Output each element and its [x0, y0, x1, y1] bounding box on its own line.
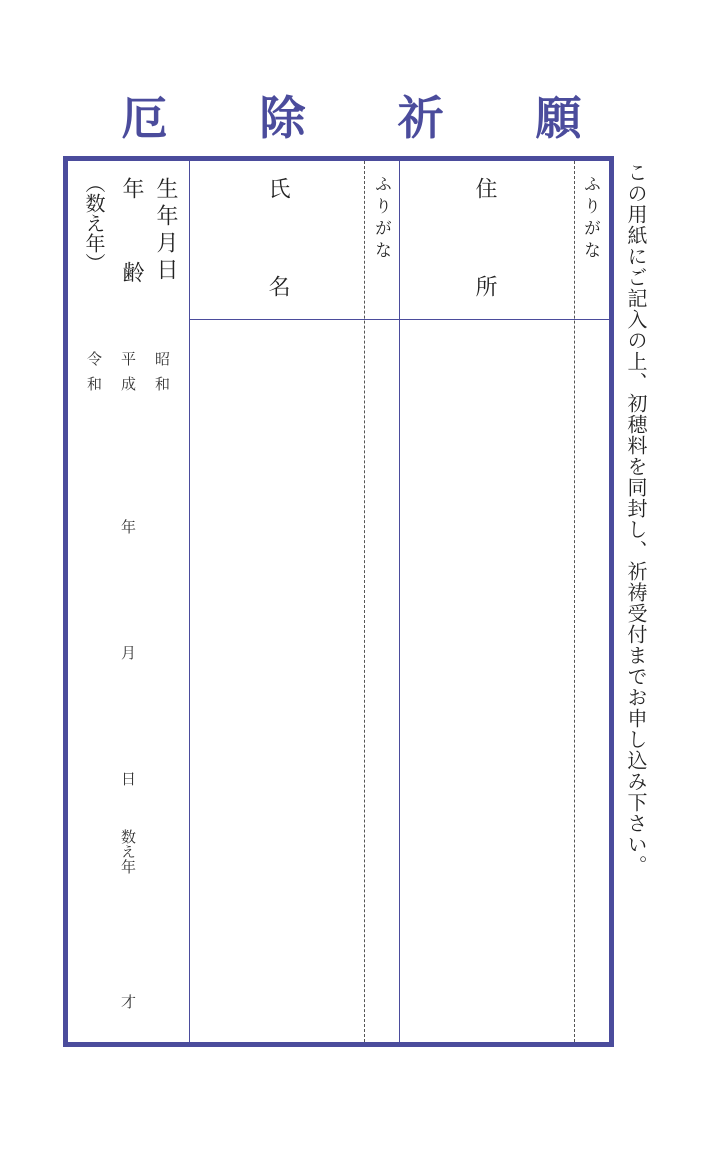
page-title: 厄 除 祈 願 [121, 91, 620, 145]
address-furigana-label: ふりがな [580, 175, 600, 263]
age-label-1: 年 [119, 177, 144, 199]
application-form [63, 156, 614, 1047]
month-unit: 月 [119, 645, 137, 660]
era-showa[interactable]: 昭和 [153, 351, 171, 401]
kazoe-label: （数え年） [82, 173, 106, 273]
name-furigana-label: ふりがな [371, 175, 391, 263]
name-label-1: 氏 [265, 177, 290, 199]
name-field[interactable] [190, 320, 364, 1042]
name-label-2: 名 [265, 275, 290, 297]
day-unit: 日 [119, 771, 137, 786]
sai-unit: 才 [119, 994, 137, 1009]
age-label-2: 齢 [119, 261, 144, 283]
address-label-1: 住 [472, 177, 497, 199]
birthdate-label: 生年月日 [153, 177, 178, 285]
address-field[interactable] [400, 320, 574, 1042]
kazoe-unit: 数え年 [119, 829, 137, 874]
year-unit: 年 [119, 519, 137, 534]
name-furigana-field[interactable] [365, 320, 399, 1042]
instruction-text: この用紙にご記入の上、初穂料を同封し、祈祷受付までお申し込み下さい。 [624, 162, 648, 876]
era-reiwa[interactable]: 令和 [85, 351, 103, 401]
era-heisei[interactable]: 平成 [119, 351, 137, 401]
address-furigana-field[interactable] [575, 320, 609, 1042]
address-label-2: 所 [472, 275, 497, 297]
